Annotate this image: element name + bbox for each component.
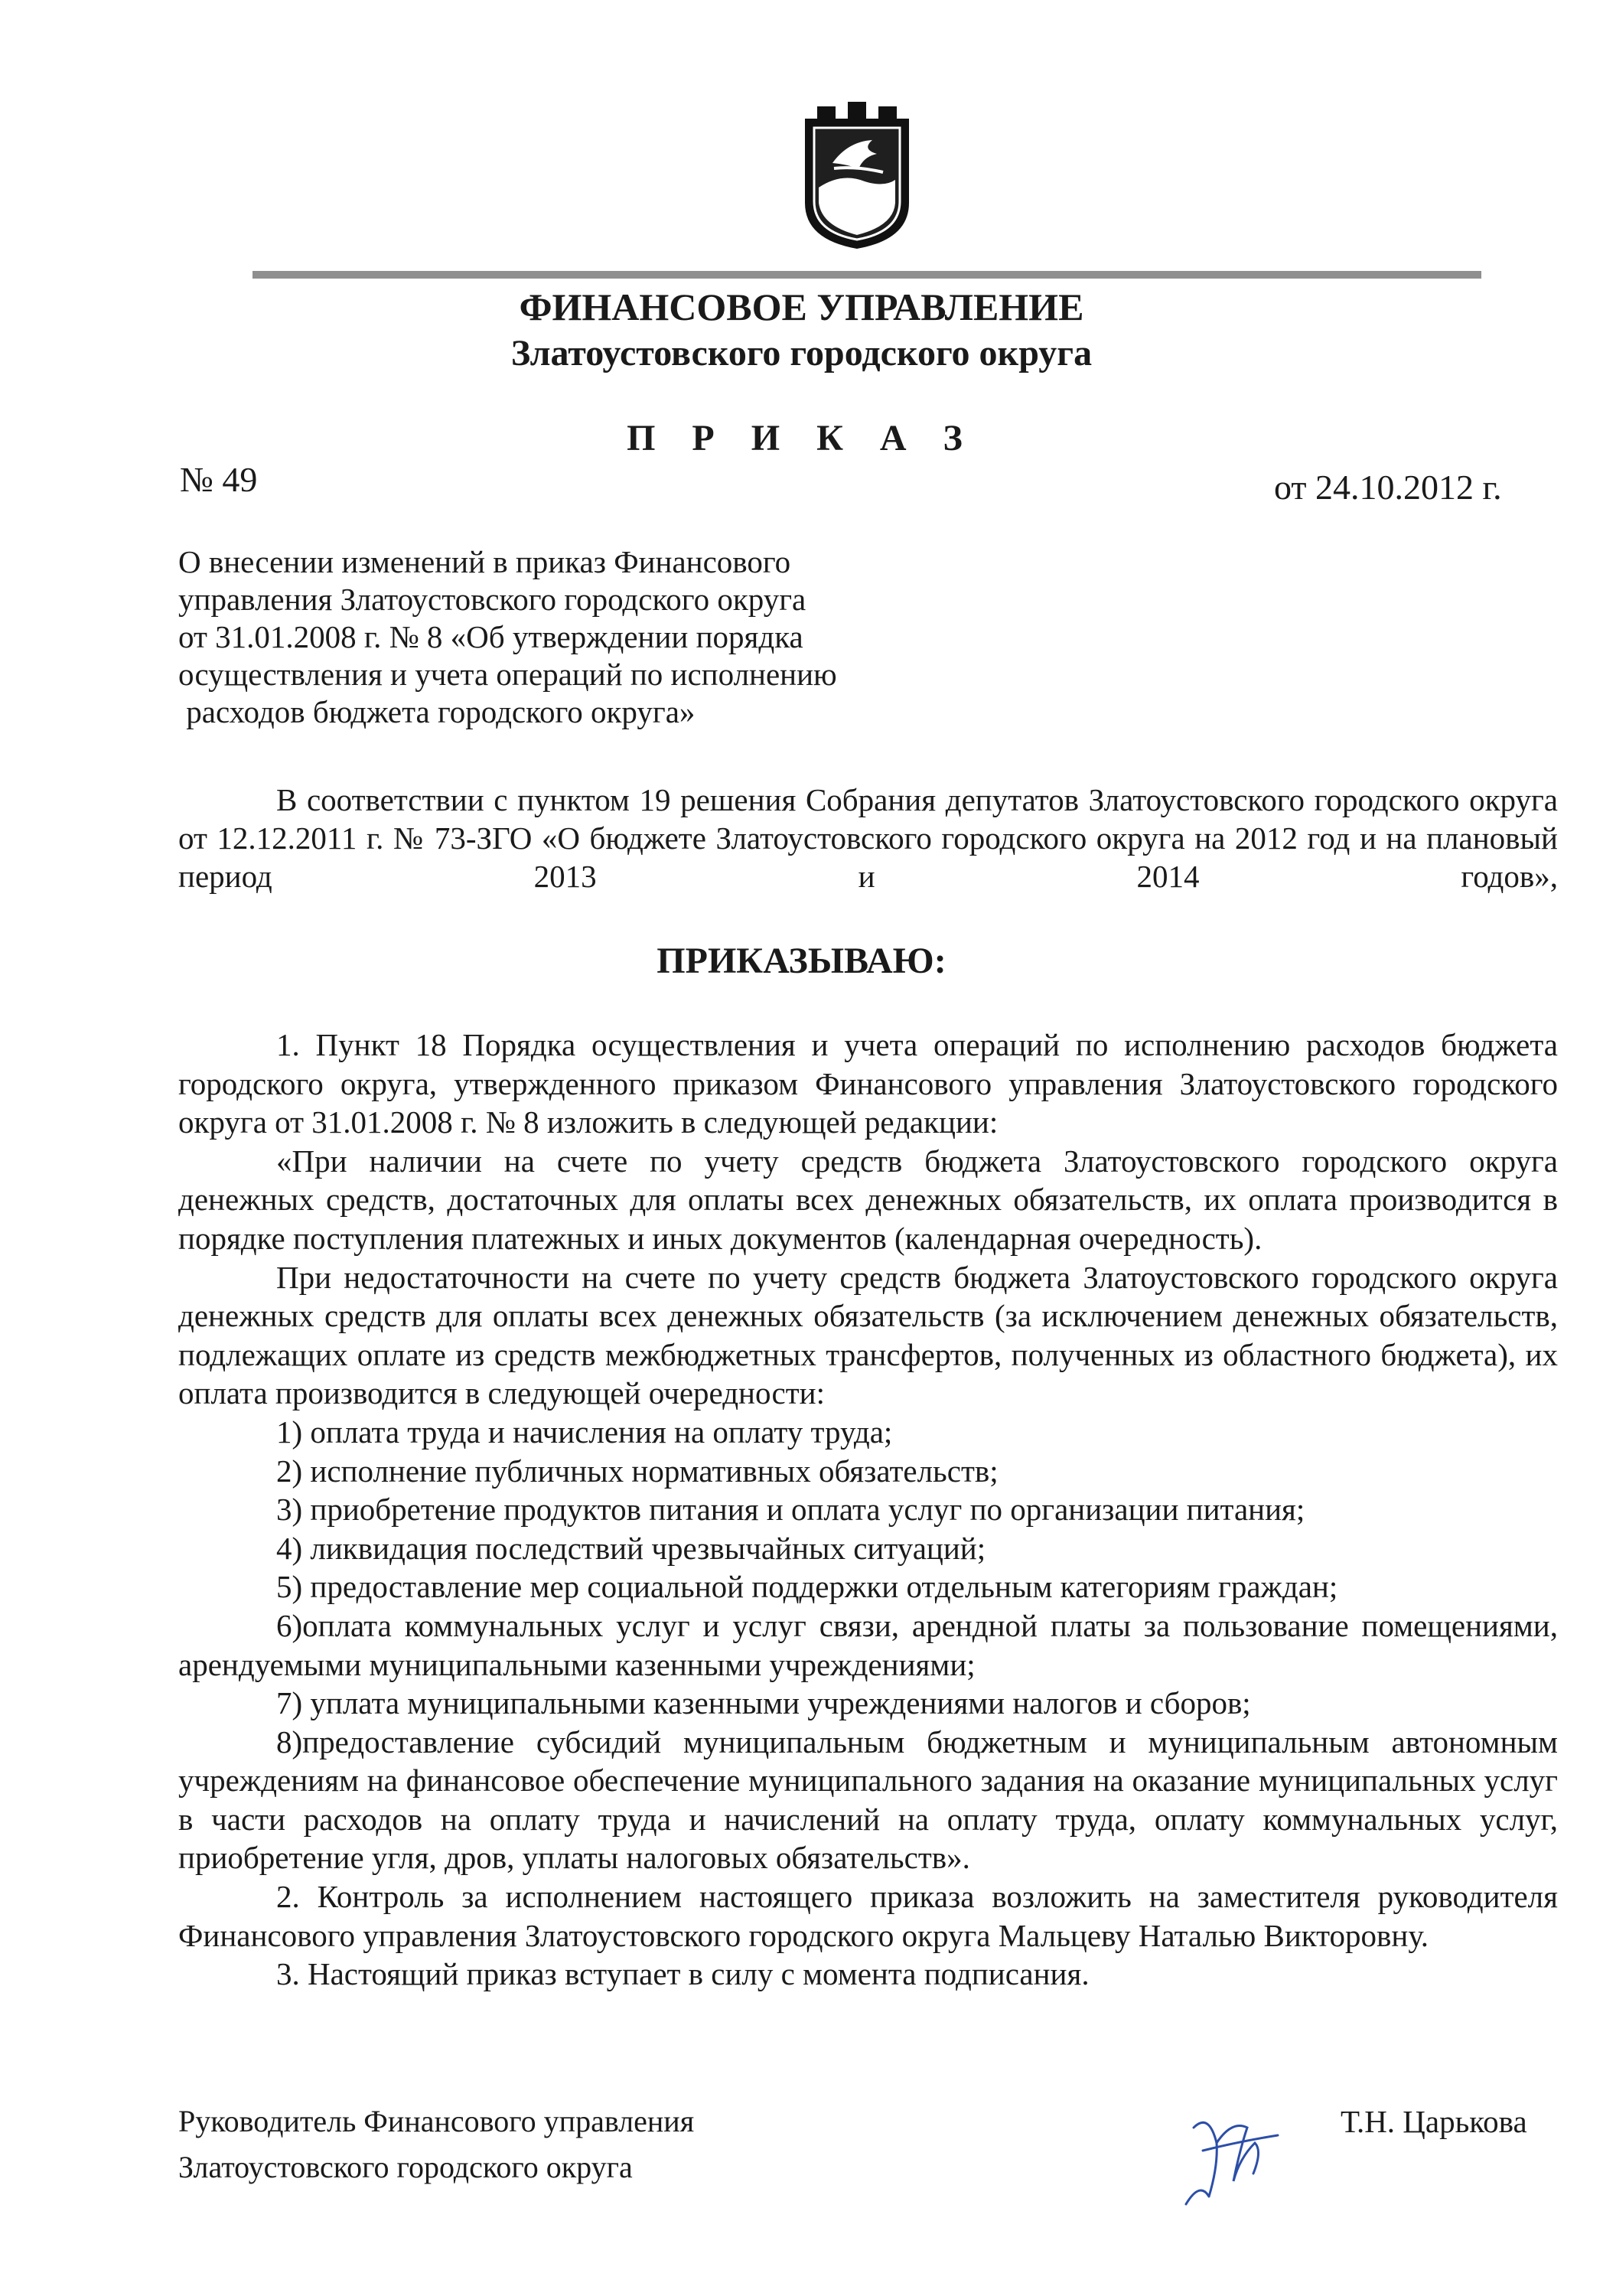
signer-name: Т.Н. Царькова: [1341, 2104, 1527, 2139]
org-title: ФИНАНСОВОЕ УПРАВЛЕНИЕ: [519, 285, 1084, 328]
list-item: 4) ликвидация последствий чрезвычайных ситуаций;: [276, 1530, 986, 1566]
subject-line: управления Златоустовского городского округа: [178, 582, 806, 617]
list-item: 6)оплата коммунальных услуг и услуг связи, арендной платы за пользование помещениями, арендуемыми муниципальными казенными учреждениями;: [178, 1607, 1558, 1682]
handwritten-signature-icon: [1163, 2097, 1301, 2212]
paragraph: 3. Настоящий приказ вступает в силу с момента подписания.: [276, 1956, 1090, 1992]
org-subtitle: Златоустовского городского округа: [510, 333, 1093, 373]
subject-line: осуществления и учета операций по исполнению: [178, 657, 837, 692]
list-item: 7) уплата муниципальными казенными учреждениями налогов и сборов;: [276, 1685, 1251, 1721]
preamble: [178, 781, 1558, 895]
order-number: № 49: [180, 460, 258, 499]
list-item: 2) исполнение публичных нормативных обязательств;: [276, 1453, 999, 1489]
paragraph: 1. Пункт 18 Порядка осуществления и учета операций по исполнению расходов бюджета городского округа, утвержденного приказом Финансового управления Златоустовского городского округа от 31.01.2008 г. № 8 изложить в следующей редакции:: [178, 1027, 1558, 1140]
signer-position: [178, 2099, 694, 2190]
subject-line: расходов бюджета городского округа»: [178, 694, 696, 729]
paragraph: «При наличии на счете по учету средств бюджета Златоустовского городского округа денежных средств, достаточных для оплаты всех денежных обязательств, их оплата производится в порядке поступления платежных и иных документов (календарная очередность).: [178, 1143, 1558, 1256]
paragraph: 2. Контроль за исполнением настоящего приказа возложить на заместителя руководителя Финансового управления Златоустовского городского округа Мальцеву Наталью Викторовну.: [178, 1879, 1558, 1953]
order-date: от 24.10.2012 г.: [1274, 468, 1502, 507]
list-item: 3) приобретение продуктов питания и оплата услуг по организации питания;: [276, 1492, 1305, 1528]
paragraph: При недостаточности на счете по учету средств бюджета Златоустовского городского округа денежных средств для оплаты всех денежных обязательств (за исключением денежных обязательств, подлежащих оплате из средств межбюджетных трансфертов, полученных из областного бюджета), их оплата производится в следующей очередности:: [178, 1259, 1558, 1411]
position-line: Златоустовского городского округа: [178, 2150, 633, 2184]
order-body: [178, 1026, 1558, 1994]
position-line: Руководитель Финансового управления: [178, 2104, 695, 2138]
list-item: 8)предоставление субсидий муниципальным бюджетным и муниципальным автономным учреждениям на финансовое обеспечение муниципального задания на оказание муниципальных услуг в части расходов на оплату труда и начислений на оплату труда, оплату коммунальных услуг, приобретение угля, дров, уплаты налоговых обязательств».: [178, 1724, 1558, 1876]
document-type: П Р И К А З: [627, 418, 976, 458]
subject-line: от 31.01.2008 г. № 8 «Об утверждении порядка: [178, 619, 803, 654]
decree-heading: ПРИКАЗЫВАЮ:: [657, 941, 946, 981]
list-item: 5) предоставление мер социальной поддержки отдельным категориям граждан;: [276, 1569, 1338, 1605]
list-item: 1) оплата труда и начисления на оплату труда;: [276, 1414, 893, 1450]
city-coat-of-arms-icon: [788, 96, 926, 253]
preamble-text: В соответствии с пунктом 19 решения Собрания депутатов Златоустовского городского округа от 12.12.2011 г. № 73-ЗГО «О бюджете Златоустовского городского округа на 2012 год и на плановый период 2013 и 2014 годов»,: [178, 782, 1558, 894]
order-subject: [178, 543, 943, 731]
header-divider: [253, 271, 1481, 279]
subject-line: О внесении изменений в приказ Финансового: [178, 544, 791, 579]
